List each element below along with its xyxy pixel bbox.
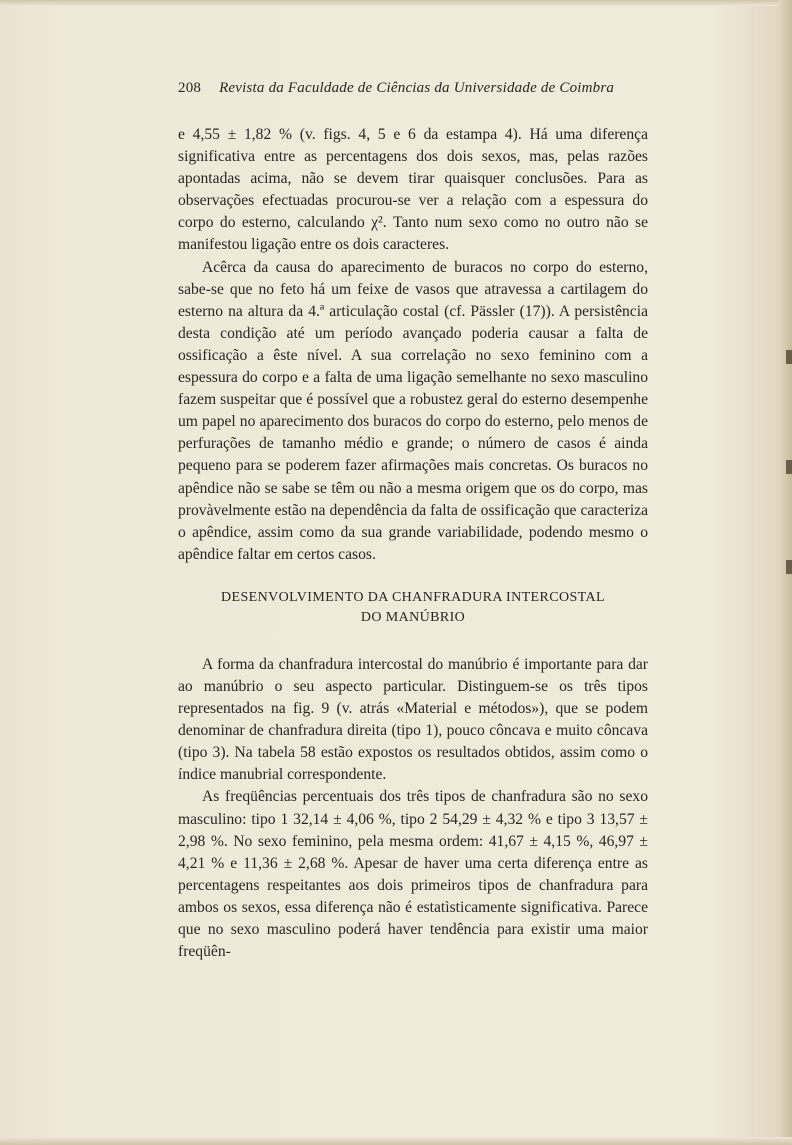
paragraph: A forma da chanfradura intercostal do manúbrio é importante para dar ao manúbrio o seu aspecto particular. Distinguem-se os três tipos representados na fig. 9 (v. atrás «Material e métodos»), que se podem denominar de chanfradura direita (tipo 1), pouco côncava e muito côncava (tipo 3). Na tabela 58 estão expostos os resultados obtidos, assim como o índice manubrial correspondente. xyxy=(178,655,648,784)
paragraph: e 4,55 ± 1,82 % (v. figs. 4, 5 e 6 da estampa 4). Há uma diferença significativa entre as percentagens dos dois sexos, mas, pelas razões apontadas acima, não se devem tirar quaisquer conclusões. Para as observações efectuadas procurou-se ver a relação com a espessura do corpo do esterno, calculando χ². Tanto num sexo como no outro não se manifestou ligação entre os dois caracteres. xyxy=(178,126,648,254)
binding-mark xyxy=(786,460,792,474)
section-heading xyxy=(178,588,648,628)
page-bottom-edge xyxy=(0,1137,792,1145)
binding-mark xyxy=(786,560,792,574)
section-heading-line: DESENVOLVIMENTO DA CHANFRADURA INTERCOSTAL xyxy=(221,589,605,605)
paragraph: As freqüências percentuais dos três tipos de chanfradura são no sexo masculino: tipo 1 32,14 ± 4,06 %, tipo 2 54,29 ± 4,32 % e tipo 3 13,57 ± 2,98 %. No sexo feminino, pela mesma ordem: 41,67 ± 4,15 %, 46,97 ± 4,21 % e 11,36 ± 2,68 %. Apesar de haver uma certa diferença entre as percentagens respeitantes aos dois primeiros tipos de chanfradura para ambos os sexos, essa diferença não é estatìsticamente significativa. Parece que no sexo masculino poderá haver tendência para existir uma maior freqüên- xyxy=(178,788,648,961)
section-heading-line: DO MANÚBRIO xyxy=(360,609,466,625)
paragraph: Acêrca da causa do aparecimento de buracos no corpo do esterno, sabe-se que no feto há um feixe de vasos que atravessa a cartilagem do esterno na altura da 4.ª articulação costal (cf. Pässler (17)). A persistência desta condição até um período avançado poderia causar a falta de ossificação a êste nível. A sua correlação no sexo feminino com a espessura do corpo e a falta de uma ligação semelhante no sexo masculino fazem suspeitar que é possível que a robustez geral do esterno desempenhe um papel no aparecimento dos buracos do corpo do esterno, pelo menos de perfurações de tamanho médio e grande; o número de casos é ainda pequeno para se poderem fazer afirmações mais concretas. Os buracos no apêndice não se sabe se têm ou não a mesma origem que os do corpo, mas provàvelmente estão na dependência da falta de ossificação que caracteriza o apêndice, assim como da sua grande variabilidade, podendo mesmo o apêndice faltar em certos casos. xyxy=(178,258,648,563)
body-text xyxy=(178,124,648,963)
page-top-edge xyxy=(0,0,792,6)
binding-mark xyxy=(786,350,792,364)
page-number: 208 xyxy=(178,80,202,96)
running-header xyxy=(178,80,648,97)
journal-title: Revista da Faculdade de Ciências da Universidade de Coimbra xyxy=(219,80,615,96)
